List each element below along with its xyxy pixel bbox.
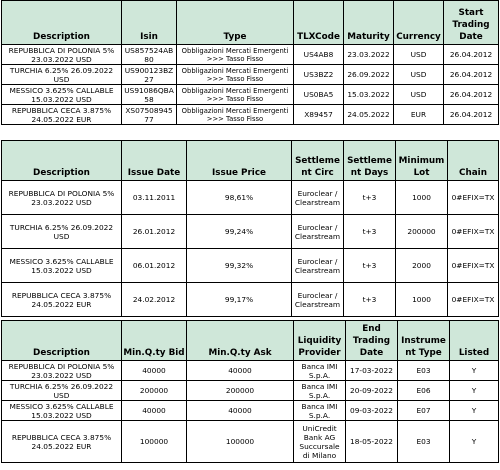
min-qty-ask-cell: 100000 — [187, 421, 294, 463]
end-trading-date-cell: 18-05-2022 — [346, 421, 398, 463]
table-row — [2, 361, 499, 381]
currency-cell: USD — [394, 85, 444, 105]
min-qty-bid-cell: 40000 — [122, 401, 187, 421]
currency-cell: USD — [394, 65, 444, 85]
isin-cell: US91086QBA58 — [122, 85, 177, 105]
trading-details-table — [1, 320, 499, 463]
start-trading-date-cell: 26.04.2012 — [444, 105, 499, 125]
col-header-settlement-circ: Settlement Circ — [292, 141, 344, 181]
settlement-days-cell: t+3 — [344, 283, 396, 317]
table-row — [2, 45, 499, 65]
issue-price-cell: 99,32% — [187, 249, 292, 283]
description-cell: REPUBBLICA CECA 3.875% 24.05.2022 EUR — [2, 421, 122, 463]
bond-info-table — [1, 0, 499, 125]
liquidity-provider-cell: UniCredit Bank AG Succursale di Milano — [294, 421, 346, 463]
description-cell: REPUBBLICA CECA 3.875% 24.05.2022 EUR — [2, 105, 122, 125]
table-row — [2, 381, 499, 401]
listed-cell: Y — [450, 381, 499, 401]
end-trading-date-cell: 17-03-2022 — [346, 361, 398, 381]
currency-cell: USD — [394, 45, 444, 65]
type-cell: Obbligazioni Mercati Emergenti >>> Tasso Fisso — [177, 45, 294, 65]
start-trading-date-cell: 26.04.2012 — [444, 65, 499, 85]
tlxcode-cell: X89457 — [294, 105, 344, 125]
type-cell: Obbligazioni Mercati Emergenti >>> Tasso Fisso — [177, 105, 294, 125]
col-header-minimum-lot: Minimum Lot — [396, 141, 448, 181]
isin-cell: US900123BZ27 — [122, 65, 177, 85]
table-header-row — [2, 321, 499, 361]
table-row — [2, 283, 499, 317]
instrument-type-cell: E06 — [398, 381, 450, 401]
description-cell: REPUBBLICA CECA 3.875% 24.05.2022 EUR — [2, 283, 122, 317]
liquidity-provider-cell: Banca IMI S.p.A. — [294, 401, 346, 421]
issue-details-table — [1, 140, 499, 317]
table-header-row — [2, 141, 499, 181]
chain-cell: 0#EFIX=TX — [448, 181, 499, 215]
settlement-days-cell: t+3 — [344, 215, 396, 249]
start-trading-date-cell: 26.04.2012 — [444, 85, 499, 105]
description-cell: MESSICO 3.625% CALLABLE 15.03.2022 USD — [2, 401, 122, 421]
col-header-issue-date: Issue Date — [122, 141, 187, 181]
table-row — [2, 65, 499, 85]
start-trading-date-cell: 26.04.2012 — [444, 45, 499, 65]
tlxcode-cell: US4AB8 — [294, 45, 344, 65]
listed-cell: Y — [450, 421, 499, 463]
issue-price-cell: 99,24% — [187, 215, 292, 249]
description-cell: TURCHIA 6.25% 26.09.2022 USD — [2, 381, 122, 401]
col-header-currency: Currency — [394, 1, 444, 45]
min-qty-bid-cell: 100000 — [122, 421, 187, 463]
col-header-tlxcode: TLXCode — [294, 1, 344, 45]
table-row — [2, 105, 499, 125]
description-cell: REPUBBLICA DI POLONIA 5% 23.03.2022 USD — [2, 45, 122, 65]
col-header-instrument-type: Instrument Type — [398, 321, 450, 361]
issue-price-cell: 99,17% — [187, 283, 292, 317]
end-trading-date-cell: 09-03-2022 — [346, 401, 398, 421]
issue-date-cell: 06.01.2012 — [122, 249, 187, 283]
listed-cell: Y — [450, 361, 499, 381]
col-header-start-trading-date: Start Trading Date — [444, 1, 499, 45]
minimum-lot-cell: 2000 — [396, 249, 448, 283]
col-header-maturity: Maturity — [344, 1, 394, 45]
col-header-isin: Isin — [122, 1, 177, 45]
settlement-days-cell: t+3 — [344, 249, 396, 283]
instrument-type-cell: E03 — [398, 421, 450, 463]
col-header-min-qty-ask: Min.Q.ty Ask — [187, 321, 294, 361]
table-row — [2, 181, 499, 215]
listed-cell: Y — [450, 401, 499, 421]
col-header-description: Description — [2, 321, 122, 361]
settlement-circ-cell: Euroclear / Clearstream — [292, 283, 344, 317]
table-row — [2, 249, 499, 283]
issue-date-cell: 24.02.2012 — [122, 283, 187, 317]
description-cell: MESSICO 3.625% CALLABLE 15.03.2022 USD — [2, 85, 122, 105]
table-row — [2, 85, 499, 105]
col-header-min-qty-bid: Min.Q.ty Bid — [122, 321, 187, 361]
description-cell: MESSICO 3.625% CALLABLE 15.03.2022 USD — [2, 249, 122, 283]
col-header-liquidity-provider: Liquidity Provider — [294, 321, 346, 361]
table-row — [2, 215, 499, 249]
min-qty-bid-cell: 40000 — [122, 361, 187, 381]
settlement-circ-cell: Euroclear / Clearstream — [292, 215, 344, 249]
table-header-row — [2, 1, 499, 45]
col-header-description: Description — [2, 1, 122, 45]
currency-cell: EUR — [394, 105, 444, 125]
chain-cell: 0#EFIX=TX — [448, 249, 499, 283]
min-qty-ask-cell: 200000 — [187, 381, 294, 401]
isin-cell: XS0750894577 — [122, 105, 177, 125]
description-cell: REPUBBLICA DI POLONIA 5% 23.03.2022 USD — [2, 361, 122, 381]
col-header-settlement-days: Settlement Days — [344, 141, 396, 181]
col-header-type: Type — [177, 1, 294, 45]
maturity-cell: 24.05.2022 — [344, 105, 394, 125]
settlement-circ-cell: Euroclear / Clearstream — [292, 181, 344, 215]
liquidity-provider-cell: Banca IMI S.p.A. — [294, 361, 346, 381]
tlxcode-cell: US0BA5 — [294, 85, 344, 105]
description-cell: TURCHIA 6.25% 26.09.2022 USD — [2, 65, 122, 85]
isin-cell: US857524AB80 — [122, 45, 177, 65]
min-qty-ask-cell: 40000 — [187, 361, 294, 381]
instrument-type-cell: E07 — [398, 401, 450, 421]
col-header-listed: Listed — [450, 321, 499, 361]
end-trading-date-cell: 20-09-2022 — [346, 381, 398, 401]
col-header-description: Description — [2, 141, 122, 181]
minimum-lot-cell: 1000 — [396, 181, 448, 215]
table-row — [2, 421, 499, 463]
minimum-lot-cell: 1000 — [396, 283, 448, 317]
type-cell: Obbligazioni Mercati Emergenti >>> Tasso Fisso — [177, 65, 294, 85]
description-cell: REPUBBLICA DI POLONIA 5% 23.03.2022 USD — [2, 181, 122, 215]
maturity-cell: 23.03.2022 — [344, 45, 394, 65]
tlxcode-cell: US3BZ2 — [294, 65, 344, 85]
chain-cell: 0#EFIX=TX — [448, 283, 499, 317]
description-cell: TURCHIA 6.25% 26.09.2022 USD — [2, 215, 122, 249]
min-qty-bid-cell: 200000 — [122, 381, 187, 401]
maturity-cell: 15.03.2022 — [344, 85, 394, 105]
issue-price-cell: 98,61% — [187, 181, 292, 215]
issue-date-cell: 26.01.2012 — [122, 215, 187, 249]
table-row — [2, 401, 499, 421]
settlement-circ-cell: Euroclear / Clearstream — [292, 249, 344, 283]
col-header-end-trading-date: End Trading Date — [346, 321, 398, 361]
type-cell: Obbligazioni Mercati Emergenti >>> Tasso Fisso — [177, 85, 294, 105]
issue-date-cell: 03.11.2011 — [122, 181, 187, 215]
min-qty-ask-cell: 40000 — [187, 401, 294, 421]
settlement-days-cell: t+3 — [344, 181, 396, 215]
minimum-lot-cell: 200000 — [396, 215, 448, 249]
instrument-type-cell: E03 — [398, 361, 450, 381]
liquidity-provider-cell: Banca IMI S.p.A. — [294, 381, 346, 401]
col-header-chain: Chain — [448, 141, 499, 181]
col-header-issue-price: Issue Price — [187, 141, 292, 181]
maturity-cell: 26.09.2022 — [344, 65, 394, 85]
chain-cell: 0#EFIX=TX — [448, 215, 499, 249]
